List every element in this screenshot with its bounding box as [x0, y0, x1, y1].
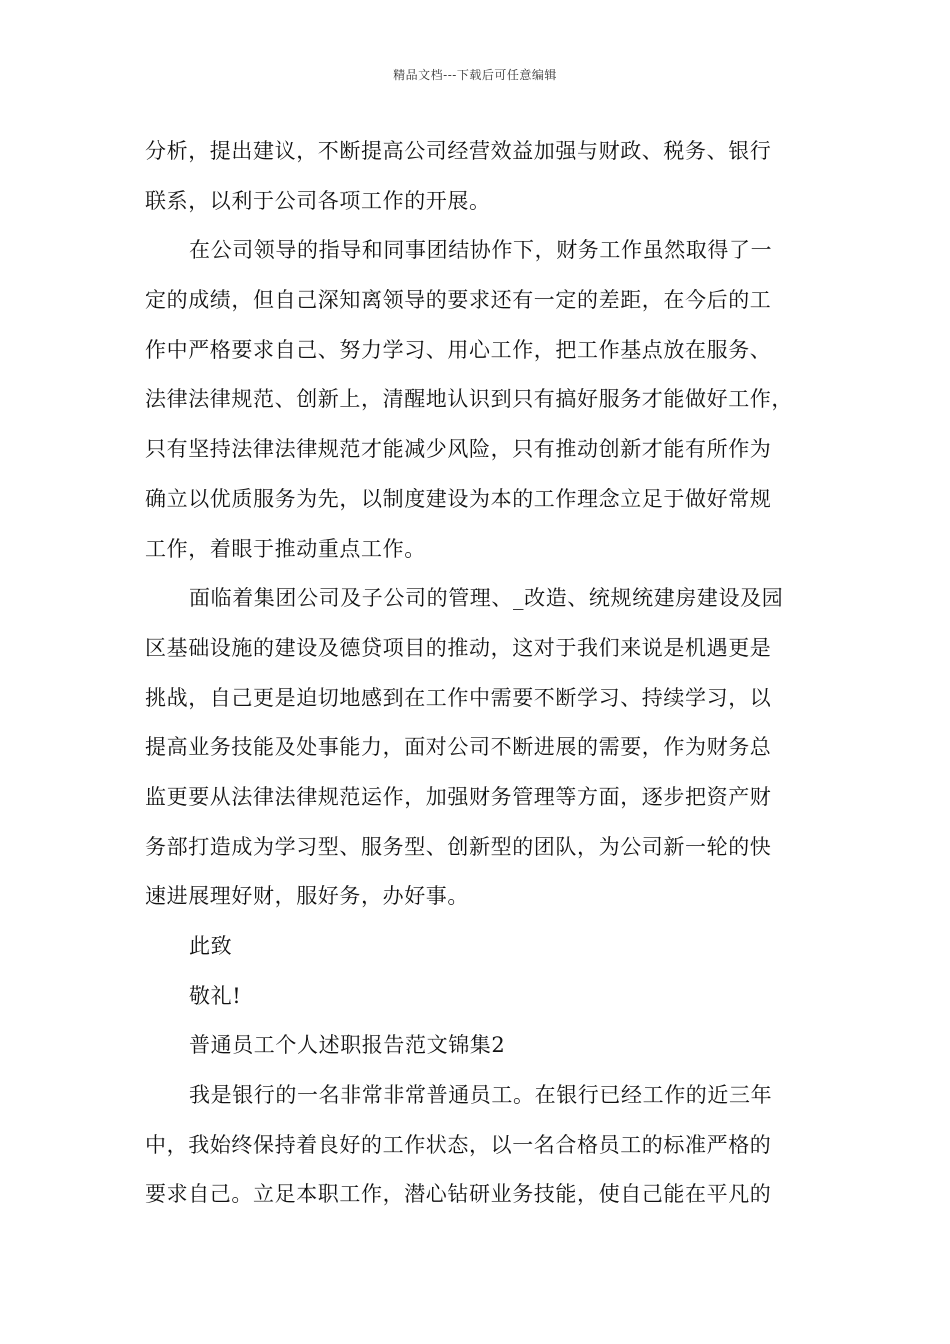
- text-line: 务部打造成为学习型、服务型、创新型的团队，为公司新一轮的快: [145, 834, 772, 859]
- salutation-line: 敬礼!: [189, 983, 242, 1008]
- text-line: 工作，着眼于推动重点工作。: [145, 536, 426, 561]
- text-line: 我是银行的一名非常非常普通员工。在银行已经工作的近三年: [189, 1083, 773, 1108]
- text-line: 定的成绩，但自己深知离领导的要求还有一定的差距，在今后的工: [145, 288, 772, 313]
- text-line: 面临着集团公司及子公司的管理、_改造、统规统建房建设及园: [189, 586, 784, 611]
- text-line: 要求自己。立足本职工作，潜心钻研业务技能，使自己能在平凡的: [145, 1182, 772, 1207]
- text-line: 监更要从法律法律规范运作，加强财务管理等方面，逐步把资产财: [145, 784, 772, 809]
- text-line: 确立以优质服务为先，以制度建设为本的工作理念立足于做好常规: [145, 486, 772, 511]
- document-body: [145, 127, 815, 1220]
- text-line: 速进展理好财，服好务，办好事。: [145, 884, 469, 909]
- text-line: 作中严格要求自己、努力学习、用心工作，把工作基点放在服务、: [145, 337, 772, 362]
- text-line: 提高业务技能及处事能力，面对公司不断进展的需要，作为财务总: [145, 735, 772, 760]
- text-line: 挑战，自己更是迫切地感到在工作中需要不断学习、持续学习，以: [145, 685, 772, 710]
- text-line: 中，我始终保持着良好的工作状态，以一名合格员工的标准严格的: [145, 1132, 772, 1157]
- text-line: 在公司领导的指导和同事团结协作下，财务工作虽然取得了一: [189, 238, 773, 263]
- page-header: 精品文档---下载后可任意编辑: [393, 68, 557, 82]
- closing-line: 此致: [189, 934, 233, 958]
- text-line: 分析，提出建议，不断提高公司经营效益加强与财政、税务、银行: [145, 139, 772, 163]
- text-line: 联系，以利于公司各项工作的开展。: [145, 188, 491, 213]
- text-line: 只有坚持法律法律规范才能减少风险，只有推动创新才能有所作为: [145, 437, 772, 462]
- text-line: 法律法律规范、创新上，清醒地认识到只有搞好服务才能做好工作，: [145, 387, 793, 412]
- text-line: 区基础设施的建设及德贷项目的推动，这对于我们来说是机遇更是: [145, 635, 772, 660]
- section-title: 普通员工个人述职报告范文锦集2: [189, 1033, 506, 1058]
